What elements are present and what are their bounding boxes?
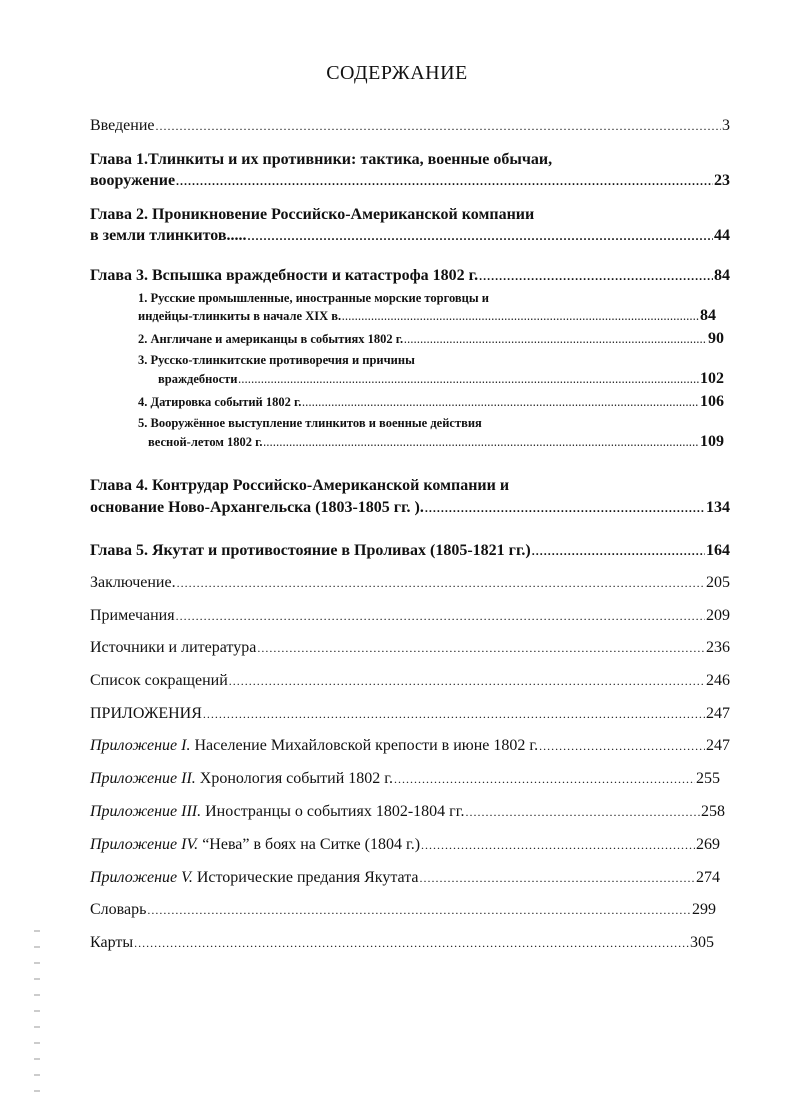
toc-entry-conclusion: Заключение. ..... 205 (90, 573, 730, 593)
toc-entry-maps: Карты ..... 305 (90, 933, 714, 953)
toc-entry-ch3-4: 4. Датировка событий 1802 г. ..... 106 (138, 394, 724, 411)
toc-entry-appendices: ПРИЛОЖЕНИЯ ..... 247 (90, 704, 730, 724)
toc-entry-ch2-line1: Глава 2. Проникновение Российско-Американской компании (90, 206, 535, 223)
toc-entry-ch4: основание Ново-Архангельска (1803-1805 гг. ). ..... 134 (90, 498, 730, 518)
toc-entry-ch3-2: 2. Англичане и американцы в событиях 1802 г. ..... 90 (138, 331, 724, 348)
toc-entry-sources: Источники и литература ..... 236 (90, 638, 730, 658)
toc-entry-intro: Введение ..... 3 (90, 116, 730, 136)
toc-entry-ch4-line1: Глава 4. Контрудар Российско-Американской компании и (90, 477, 510, 494)
scan-margin-marks (34, 930, 40, 1100)
toc-entry-ch3: Глава 3. Вспышка враждебности и катастрофа 1802 г. ..... 84 (90, 266, 730, 286)
toc-entry-abbreviations: Список сокращений ..... 246 (90, 671, 730, 691)
toc-entry-appendix-3: Приложение III. Иностранцы о событиях 1802-1804 гг. ..... 258 (90, 802, 725, 822)
toc-entry-ch2: в земли тлинкитов..... ..... 44 (90, 226, 730, 246)
toc-entry-appendix-4: Приложение IV. “Нева” в боях на Ситке (1804 г.) ..... 269 (90, 835, 720, 855)
toc-entry-dictionary: Словарь ..... 299 (90, 900, 716, 920)
toc-entry-ch5: Глава 5. Якутат и противостояние в Проливах (1805-1821 гг.) ..... 164 (90, 541, 730, 561)
toc-entry-ch1: вооружение ..... 23 (90, 171, 730, 191)
toc-entry-notes: Примечания ..... 209 (90, 606, 730, 626)
toc-entry-ch3-5-line1: 5. Вооружённое выступление тлинкитов и военные действия (138, 416, 482, 430)
toc-entry-appendix-2: Приложение II. Хронология событий 1802 г. ..... 255 (90, 769, 720, 789)
toc-entry-ch3-3: враждебности ..... 102 (158, 371, 724, 388)
toc-entry-ch3-5: весной-летом 1802 г. ..... 109 (148, 434, 724, 451)
toc-entry-ch3-1: индейцы-тлинкиты в начале XIX в. ..... 84 (138, 308, 716, 325)
toc-entry-ch3-3-line1: 3. Русско-тлинкитские противоречия и причины (138, 353, 415, 367)
toc-entry-ch3-1-line1: 1. Русские промышленные, иностранные морские торговцы и (138, 291, 489, 305)
toc-entry-ch1-line1: Глава 1.Тлинкиты и их противники: тактика, военные обычаи, (90, 151, 553, 168)
toc-entry-appendix-1: Приложение I. Население Михайловской крепости в июне 1802 г. ..... 247 (90, 736, 730, 756)
page-title: СОДЕРЖАНИЕ (326, 62, 468, 84)
toc-entry-appendix-5: Приложение V. Исторические предания Якутата ..... 274 (90, 868, 720, 888)
